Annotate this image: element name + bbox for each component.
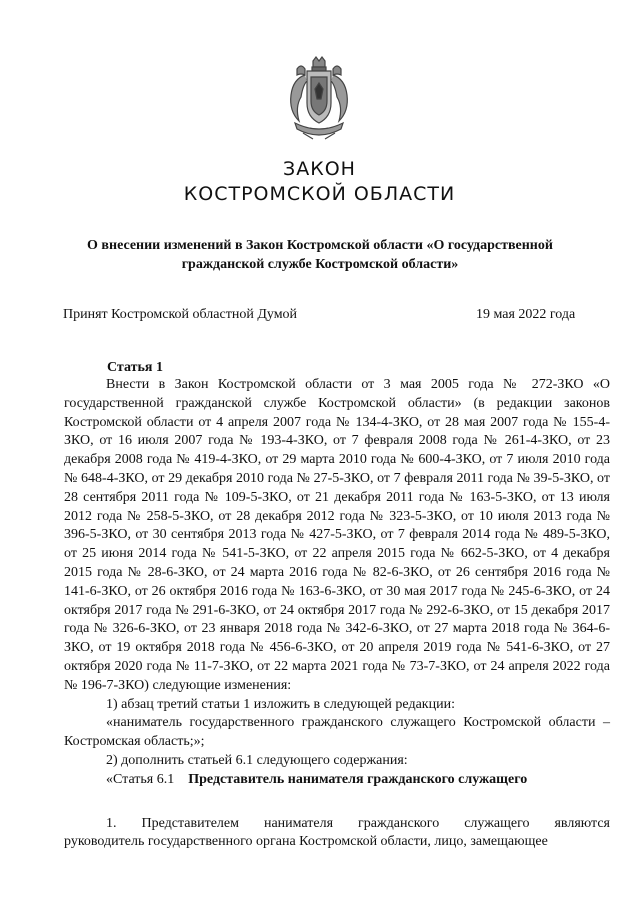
amendment-item-2: 2) дополнить статьей 6.1 следующего содержания: <box>106 752 408 768</box>
new-article-title: Представитель нанимателя гражданского служащего <box>188 771 528 787</box>
amendment-item-1-text: «наниматель государственного гражданского служащего Костромской области – Костромская область;»; <box>64 715 610 750</box>
article-body <box>64 376 610 852</box>
point-1-line-1: 1. Представителем нанимателя гражданского служащего являются <box>106 815 610 831</box>
document-subtitle: О внесении изменений в Закон Костромской области «О государственной гражданской службе Костромской области» <box>87 238 553 272</box>
adoption-date: 19 мая 2022 года <box>476 307 576 322</box>
amendment-item-1: 1) абзац третий статьи 1 изложить в следующей редакции: <box>106 696 455 712</box>
article-heading: Статья 1 <box>107 360 163 375</box>
law-title: ЗАКОН <box>283 158 356 180</box>
adopted-by: Принят Костромской областной Думой <box>63 307 298 322</box>
region-title: КОСТРОМСКОЙ ОБЛАСТИ <box>183 183 456 205</box>
article-intro-paragraph: Внести в Закон Костромской области от 3 мая 2005 года № 272-ЗКО «О государственной гражданской службе Костромской области» (в редакции законов Костромской области от 4 апреля 2007 года № 134-4-ЗКО, от 28 мая 2007 года № 155-4-ЗКО, от 16 июля 2007 года № 193-4-ЗКО, от 7 февраля 2008 года № 261-4-ЗКО, от 23 декабря 2008 года № 419-4-ЗКО, от 29 марта 2010 года № 600-4-ЗКО, от 7 июля 2010 года № 648-4-ЗКО, от 29 декабря 2010 года № 27-5-ЗКО, от 7 февраля 2011 года № 39-5-ЗКО, от 28 сентября 2011 года № 109-5-ЗКО, от 21 декабря 2011 года № 163-5-ЗКО, от 13 июля 2012 года № 258-5-ЗКО, от 28 декабря 2012 года № 323-5-ЗКО, от 10 июля 2013 года № 396-5-ЗКО, от 30 сентября 2013 года № 427-5-ЗКО, от 7 февраля 2014 года № 489-5-ЗКО, от 25 июня 2014 года № 541-5-ЗКО, от 22 апреля 2015 года № 662-5-ЗКО, от 4 декабря 2015 года № 28-6-ЗКО, от 24 марта 2016 года № 82-6-ЗКО, от 26 сентября 2016 года № 141-6-ЗКО, от 26 октября 2016 года № 163-6-ЗКО, от 30 мая 2017 года № 245-6-ЗКО, от 24 октября 2017 года № 291-6-ЗКО, от 24 октября 2017 года № 292-6-ЗКО, от 15 декабря 2017 года № 326-6-ЗКО, от 23 января 2018 года № 342-6-ЗКО, от 27 марта 2018 года № 364-6-ЗКО, от 19 октября 2018 года № 456-6-ЗКО, от 20 апреля 2019 года № 541-6-ЗКО, от 27 октября 2020 года № 11-7-ЗКО, от 22 марта 2021 года № 73-7-ЗКО, от 24 апреля 2022 года № 196-7-ЗКО) следующие изменения: <box>64 377 610 693</box>
new-article-heading <box>64 771 610 790</box>
coat-of-arms-icon <box>283 55 355 147</box>
point-1-line-2: руководитель государственного органа Костромской области, лицо, замещающее <box>64 834 548 850</box>
new-article-label: «Статья 6.1 <box>106 771 175 787</box>
